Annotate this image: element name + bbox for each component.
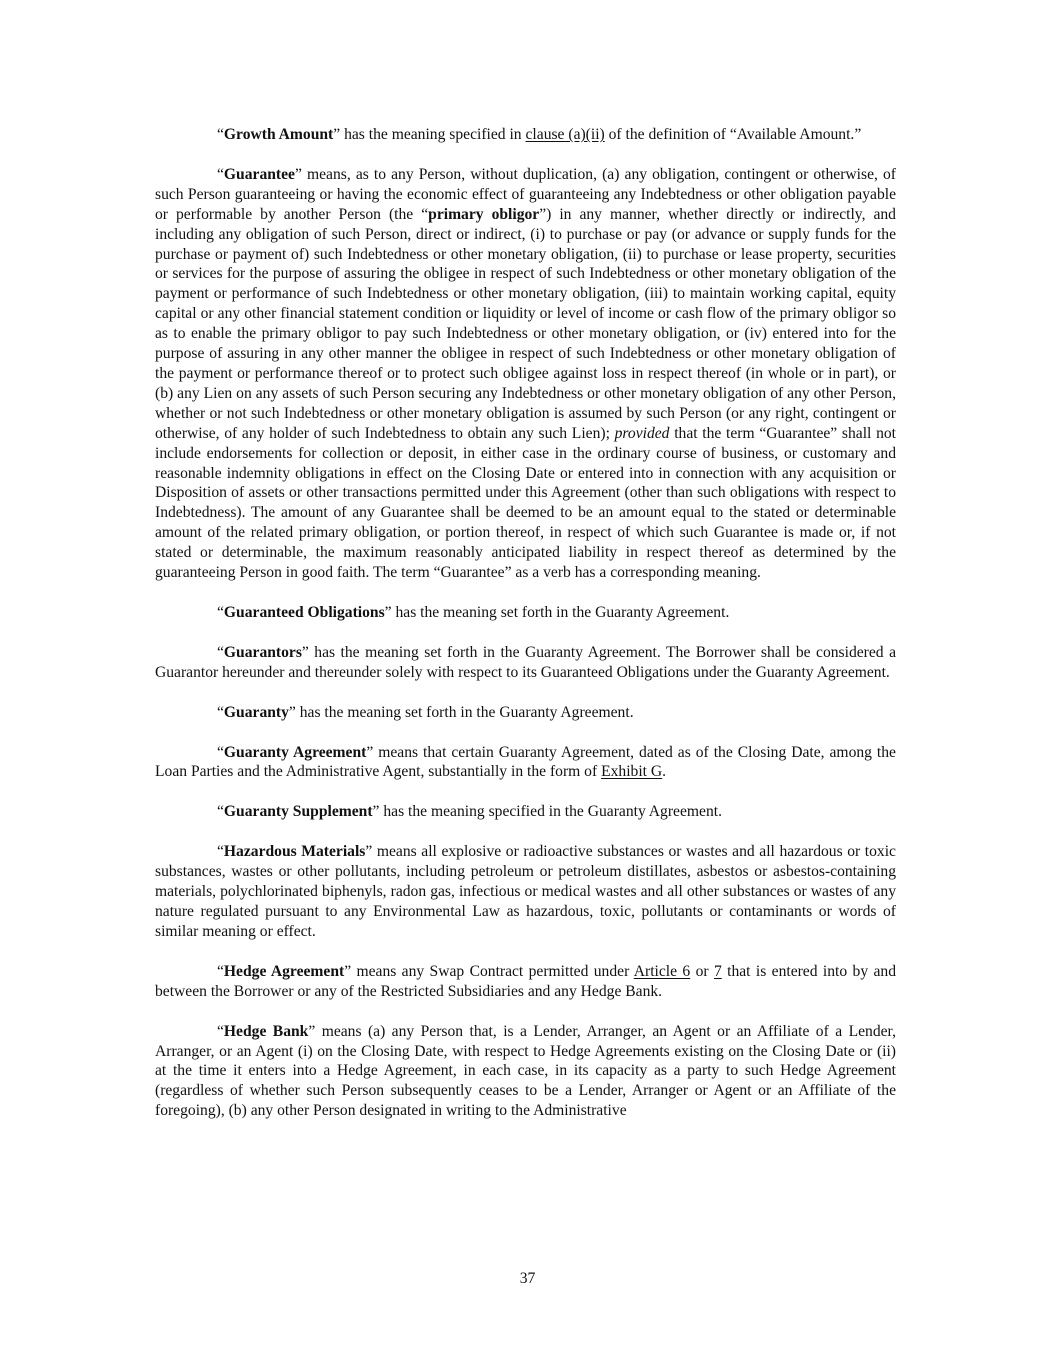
cross-reference: 7 [713,962,722,980]
document-body [155,125,896,1141]
defined-term: Guarantors [223,643,302,661]
definition-guaranteed-obligations: “Guaranteed Obligations” has the meaning set forth in the Guaranty Agreement. [217,603,730,621]
cross-reference: clause (a)(ii) [525,126,605,143]
italic-proviso: provided [614,424,670,442]
defined-term: Guarantee [223,165,295,183]
definition-guarantee: “Guarantee” means, as to any Person, without duplication, (a) any obligation, contingent or otherwise, of such Person guaranteeing or having the economic effect of guaranteeing any Indebtedness or other obligation payable or performable by another Person (the “primary obligor”) in any manner, whether directly or indirectly, and including any obligation of such Person, direct or indirect, (i) to purchase or pay (or advance or supply funds for the purchase or payment of) such Indebtedness or other monetary obligation, (ii) to purchase or lease property, securities or services for the purpose of assuring the obligee in respect of such Indebtedness or other monetary obligation of the payment or performance of such Indebtedness or other monetary obligation, (iii) to maintain working capital, equity capital or any other financial statement condition or liquidity or level of income or cash flow of the primary obligor so as to enable the primary obligor to pay such Indebtedness or other monetary obligation, or (iv) entered into for the purpose of assuring in any other manner the obligee in respect of such Indebtedness or other monetary obligation of the payment or performance thereof or to protect such obligee against loss in respect thereof (in whole or in part), or (b) any Lien on any assets of such Person securing any Indebtedness or other monetary obligation of any other Person, whether or not such Indebtedness or other monetary obligation is assumed by such Person (or any right, contingent or otherwise, of any holder of such Indebtedness to obtain any such Lien); provided that the term “Guarantee” shall not include endorsements for collection or deposit, in either case in the ordinary course of business, or customary and reasonable indemnity obligations in effect on the Closing Date or entered into in connection with any acquisition or Disposition of assets or other transactions permitted under this Agreement (other than such obligations with respect to Indebtedness). The amount of any Guarantee shall be deemed to be an amount equal to the stated or determinable amount of the related primary obligation, or portion thereof, in respect of which such Guarantee is made or, if not stated or determinable, the maximum reasonably anticipated liability in respect thereof as determined by the guaranteeing Person in good faith. The term “Guarantee” as a verb has a corresponding meaning. [155,165,897,582]
defined-term: Guaranty Supplement [223,803,373,821]
defined-term: Hedge Agreement [223,962,345,980]
defined-term: Hedge Bank [223,1022,309,1040]
defined-term: Hazardous Materials [223,843,366,861]
defined-term: Guaranteed Obligations [223,603,385,621]
definition-hedge-agreement: “Hedge Agreement” means any Swap Contract permitted under Article 6 or 7 that is entered into by and between the Borrower or any of the Restricted Subsidiaries and any Hedge Bank. [155,962,896,1000]
defined-term: Guaranty Agreement [223,743,367,761]
definition-guaranty: “Guaranty” has the meaning set forth in the Guaranty Agreement. [217,703,634,721]
definition-guaranty-supplement: “Guaranty Supplement” has the meaning specified in the Guaranty Agreement. [217,803,722,821]
definition-hedge-bank: “Hedge Bank” means (a) any Person that, is a Lender, Arranger, an Agent or an Affiliate of a Lender, Arranger, or an Agent (i) on the Closing Date, with respect to Hedge Agreements existing on the Closing Date or (ii) at the time it enters into a Hedge Agreement, in each case, in its capacity as a party to such Hedge Agreement (regardless of whether such Person subsequently ceases to be a Lender, Arranger or Agent or an Affiliate of the foregoing), (b) any other Person designated in writing to the Administrative [155,1022,896,1120]
defined-term: primary obligor [428,205,540,223]
definition-guarantors: “Guarantors” has the meaning set forth in the Guaranty Agreement. The Borrower shall be considered a Guarantor hereunder and thereunder solely with respect to its Guaranteed Obligations under the Guaranty Agreement. [155,643,896,681]
cross-reference: Exhibit G [601,763,663,781]
defined-term: Guaranty [223,703,289,721]
definition-growth-amount: “Growth Amount” has the meaning specified in clause (a)(ii) of the definition of “Available Amount.” [217,126,862,143]
page-number: 37 [519,1270,536,1287]
defined-term: Growth Amount [223,126,334,143]
cross-reference: Article 6 [633,962,691,980]
definition-hazardous-materials: “Hazardous Materials” means all explosive or radioactive substances or wastes and all hazardous or toxic substances, wastes or other pollutants, including petroleum or petroleum distillates, asbestos or asbestos-containing materials, polychlorinated biphenyls, radon gas, infectious or medical wastes and all other substances or wastes of any nature regulated pursuant to any Environmental Law as hazardous, toxic, pollutants or contaminants or words of similar meaning or effect. [155,843,896,940]
definition-guaranty-agreement: “Guaranty Agreement” means that certain Guaranty Agreement, dated as of the Closing Date, among the Loan Parties and the Administrative Agent, substantially in the form of Exhibit G. [155,743,896,781]
